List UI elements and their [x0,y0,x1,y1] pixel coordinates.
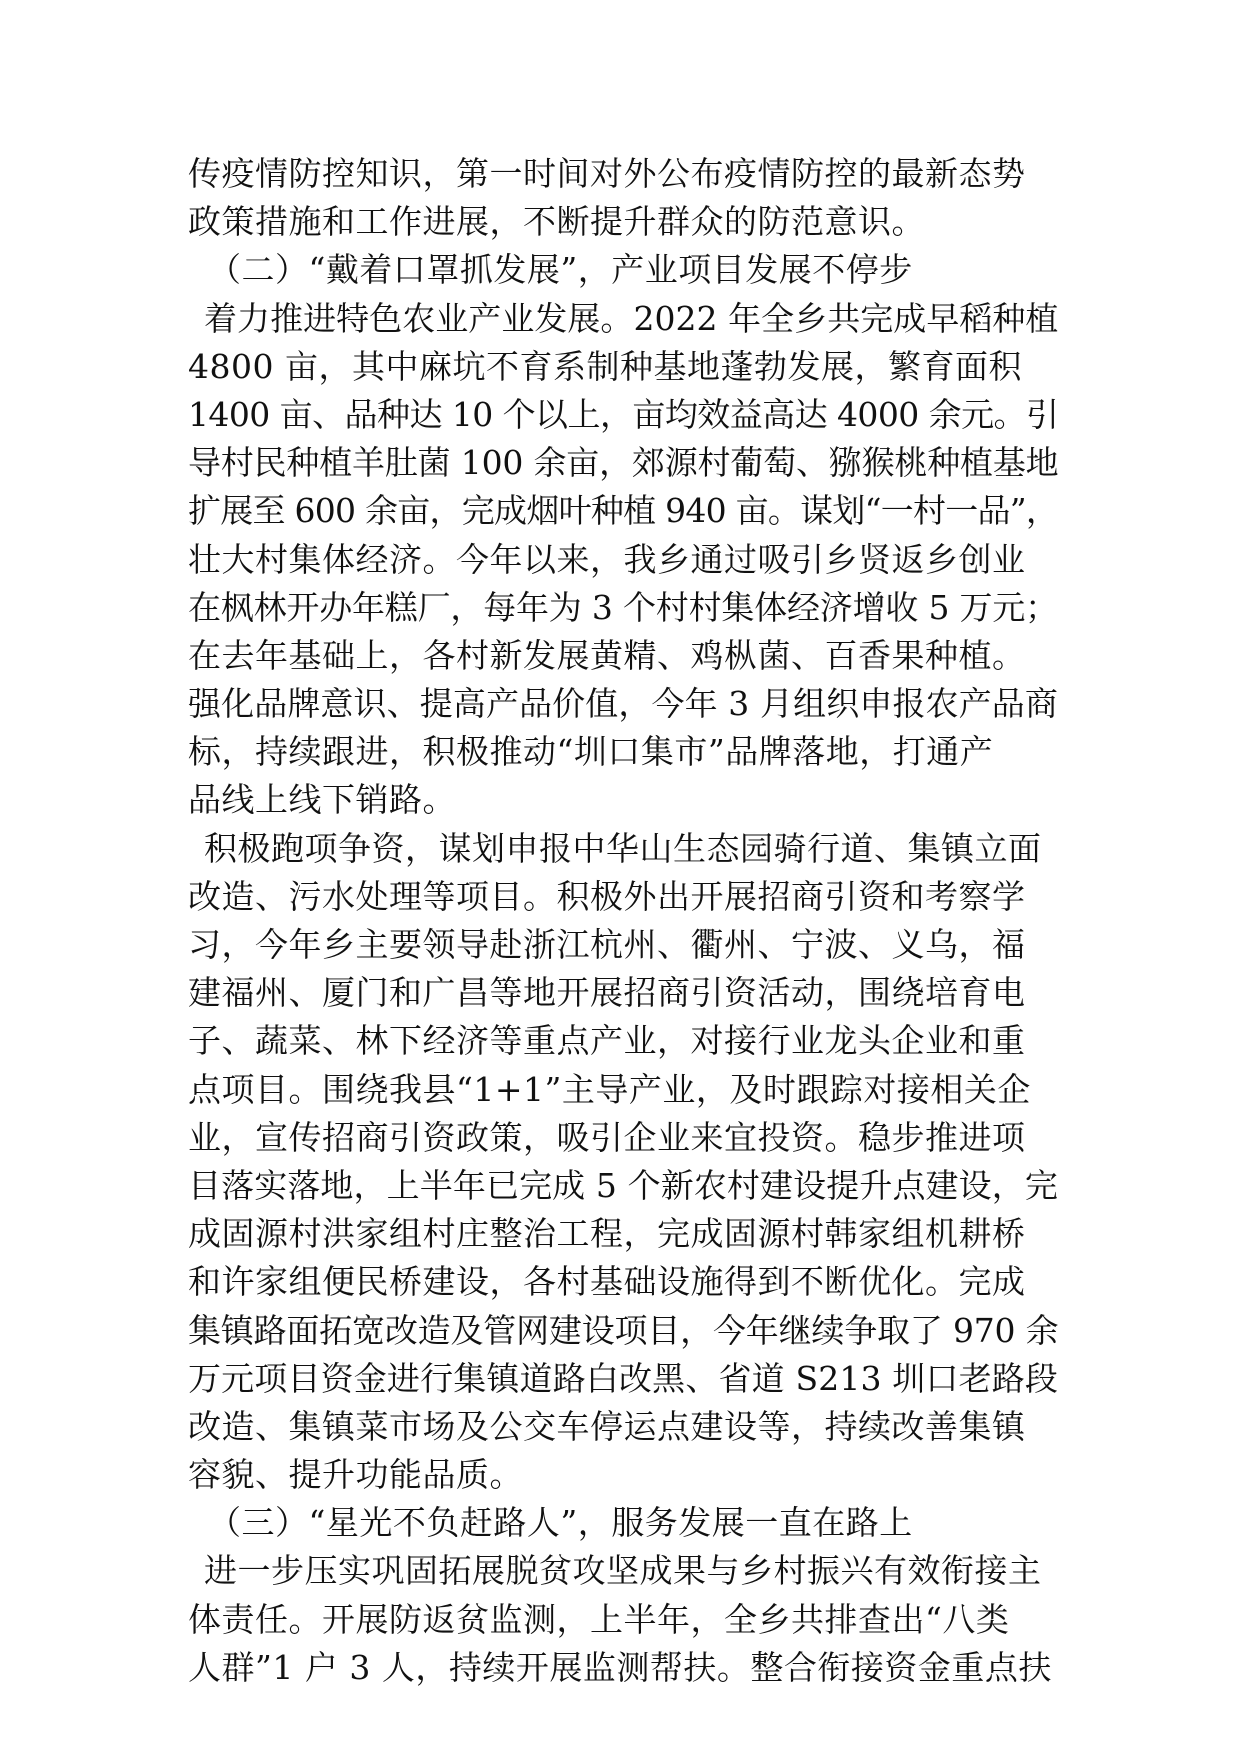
text-line: 业，宣传招商引资政策，吸引企业来宜投资。稳步推进项 [188,1117,1026,1157]
text-line: 目落实落地，上半年已完成 5 个新农村建设提升点建设，完 [188,1165,1058,1205]
text-line: 子、蔬菜、林下经济等重点产业，对接行业龙头企业和重 [188,1021,1026,1061]
text-line: 4800 亩，其中麻坑不育系制种基地蓬勃发展，繁育面积 [188,346,1022,386]
section-heading: （二）“戴着口罩抓发展”，产业项目发展不停步 [208,250,913,290]
text-line: 导村民种植羊肚菌 100 余亩，郊源村葡萄、猕猴桃种植基地 [188,443,1059,483]
text-line: 标，持续跟进，积极推动“圳口集市”品牌落地，打通产 [188,732,994,772]
text-line: 强化品牌意识、提高产品价值，今年 3 月组织申报农产品商 [188,684,1058,724]
text-line: 传疫情防控知识，第一时间对外公布疫情防控的最新态势 [188,154,1026,193]
text-line: 壮大村集体经济。今年以来，我乡通过吸引乡贤返乡创业 [188,539,1026,579]
text-line: 在去年基础上，各村新发展黄精、鸡枞菌、百香果种植。 [188,635,1026,675]
text-line: 习，今年乡主要领导赴浙江杭州、衢州、宁波、义乌，福 [188,925,1026,964]
text-line: 体责任。开展防返贫监测，上半年，全乡共排查出“八类 [188,1599,1010,1639]
text-line: 点项目。围绕我县“1+1”主导产业，及时跟踪对接相关企 [188,1069,1031,1109]
text-line: 改造、污水处理等项目。积极外出开展招商引资和考察学 [188,876,1026,916]
document-page [188,150,1058,1692]
text-line: 容貌、提升功能品质。 [188,1455,523,1495]
text-line: 品线上线下销路。 [188,780,456,820]
text-line: 建福州、厦门和广昌等地开展招商引资活动，围绕培育电 [188,973,1026,1013]
text-line: 着力推进特色农业产业发展。2022 年全乡共完成早稻种植 [204,298,1059,338]
text-line: 成固源村洪家组村庄整治工程，完成固源村韩家组机耕桥 [188,1214,1026,1254]
text-line: 积极跑项争资，谋划申报中华山生态园骑行道、集镇立面 [204,828,1042,868]
text-line: 和许家组便民桥建设，各村基础设施得到不断优化。完成 [188,1262,1026,1302]
text-line: 集镇路面拓宽改造及管网建设项目，今年继续争取了 970 余 [188,1310,1059,1350]
text-line: 在枫林开办年糕厂，每年为 3 个村村集体经济增收 5 万元； [188,587,1058,627]
text-line: 1400 亩、品种达 10 个以上，亩均效益高达 4000 余元。引 [188,394,1059,434]
text-line: 改造、集镇菜市场及公交车停运点建设等，持续改善集镇 [188,1406,1026,1446]
text-line: 人群”1 户 3 人，持续开展监测帮扶。整合衔接资金重点扶 [188,1647,1052,1687]
text-line: 扩展至 600 余亩，完成烟叶种植 940 亩。谋划“一村一品”， [188,491,1059,531]
section-heading: （三）“星光不负赶路人”，服务发展一直在路上 [208,1503,913,1543]
text-line: 进一步压实巩固拓展脱贫攻坚成果与乡村振兴有效衔接主 [204,1551,1042,1591]
text-line: 政策措施和工作进展，不断提升群众的防范意识。 [188,202,925,242]
text-line: 万元项目资金进行集镇道路白改黑、省道 S213 圳口老路段 [188,1358,1059,1398]
